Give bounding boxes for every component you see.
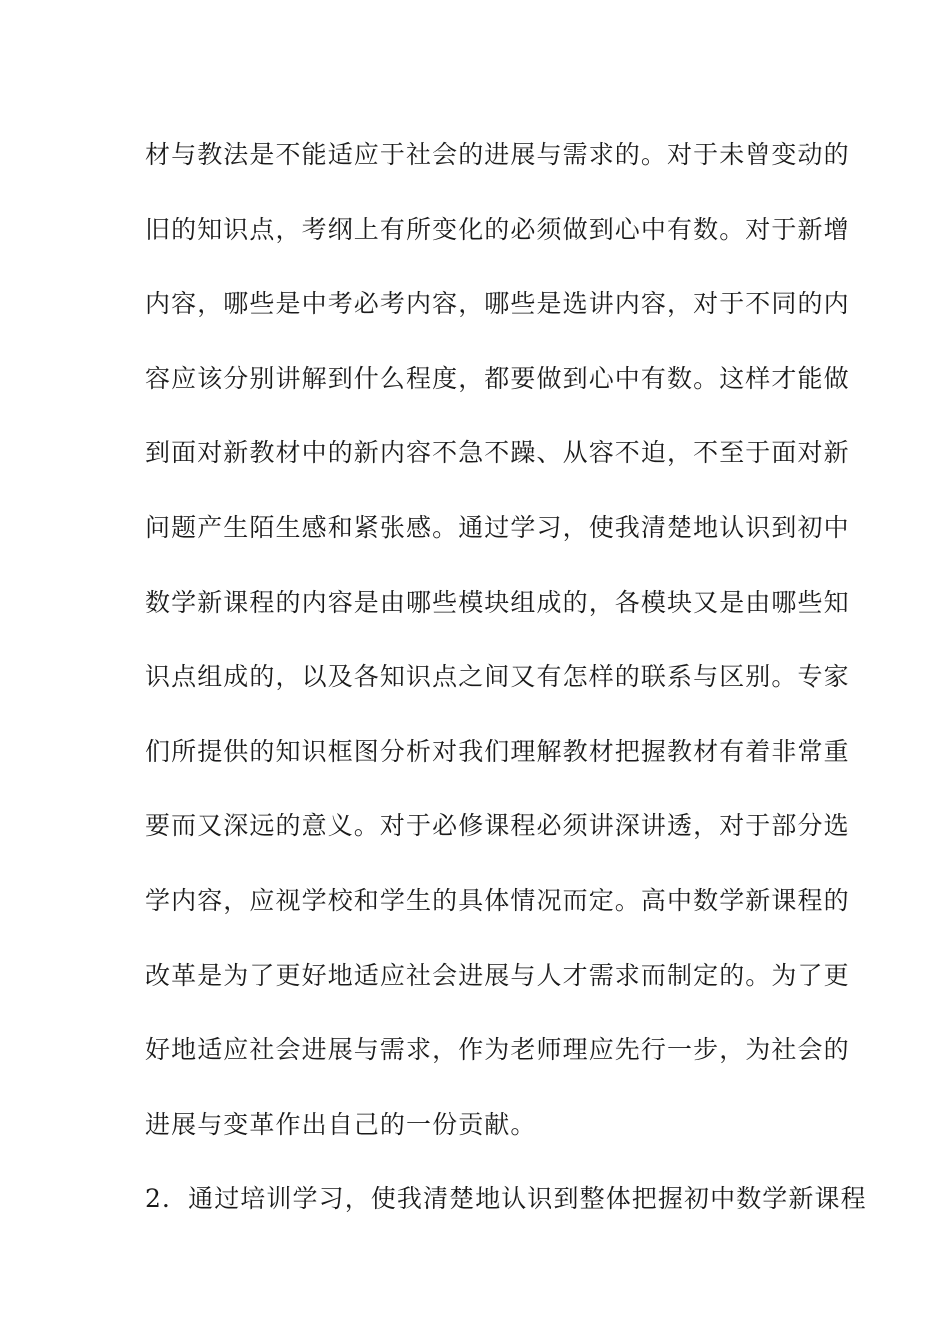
text-line: 要而又深远的意义。对于必修课程必须讲深讲透，对于部分选 — [145, 811, 850, 841]
text-line: 问题产生陌生感和紧张感。通过学习，使我清楚地认识到初中 — [145, 512, 850, 542]
text-line: 内容，哪些是中考必考内容，哪些是选讲内容，对于不同的内 — [145, 289, 850, 319]
text-line: 数学新课程的内容是由哪些模块组成的，各模块又是由哪些知 — [145, 587, 850, 617]
text-line: 到面对新教材中的新内容不急不躁、从容不迫，不至于面对新 — [145, 438, 850, 468]
text-line: 改革是为了更好地适应社会进展与人才需求而制定的。为了更 — [145, 960, 850, 990]
text-line: 识点组成的，以及各知识点之间又有怎样的联系与区别。专家 — [145, 662, 850, 692]
text-line: 们所提供的知识框图分析对我们理解教材把握教材有着非常重 — [145, 736, 850, 766]
text-line: 旧的知识点，考纲上有所变化的必须做到心中有数。对于新增 — [145, 214, 850, 244]
numbered-paragraph-line: 2．通过培训学习，使我清楚地认识到整体把握初中数学新课程 — [145, 1184, 867, 1214]
body-text — [145, 128, 867, 1247]
text-line: 进展与变革作出自己的一份贡献。 — [145, 1109, 537, 1139]
text-line: 好地适应社会进展与需求，作为老师理应先行一步，为社会的 — [145, 1035, 850, 1065]
text-line: 材与教法是不能适应于社会的进展与需求的。对于未曾变动的 — [145, 140, 850, 169]
text-line: 学内容，应视学校和学生的具体情况而定。高中数学新课程的 — [145, 885, 850, 915]
text-line: 容应该分别讲解到什么程度，都要做到心中有数。这样才能做 — [145, 363, 850, 393]
